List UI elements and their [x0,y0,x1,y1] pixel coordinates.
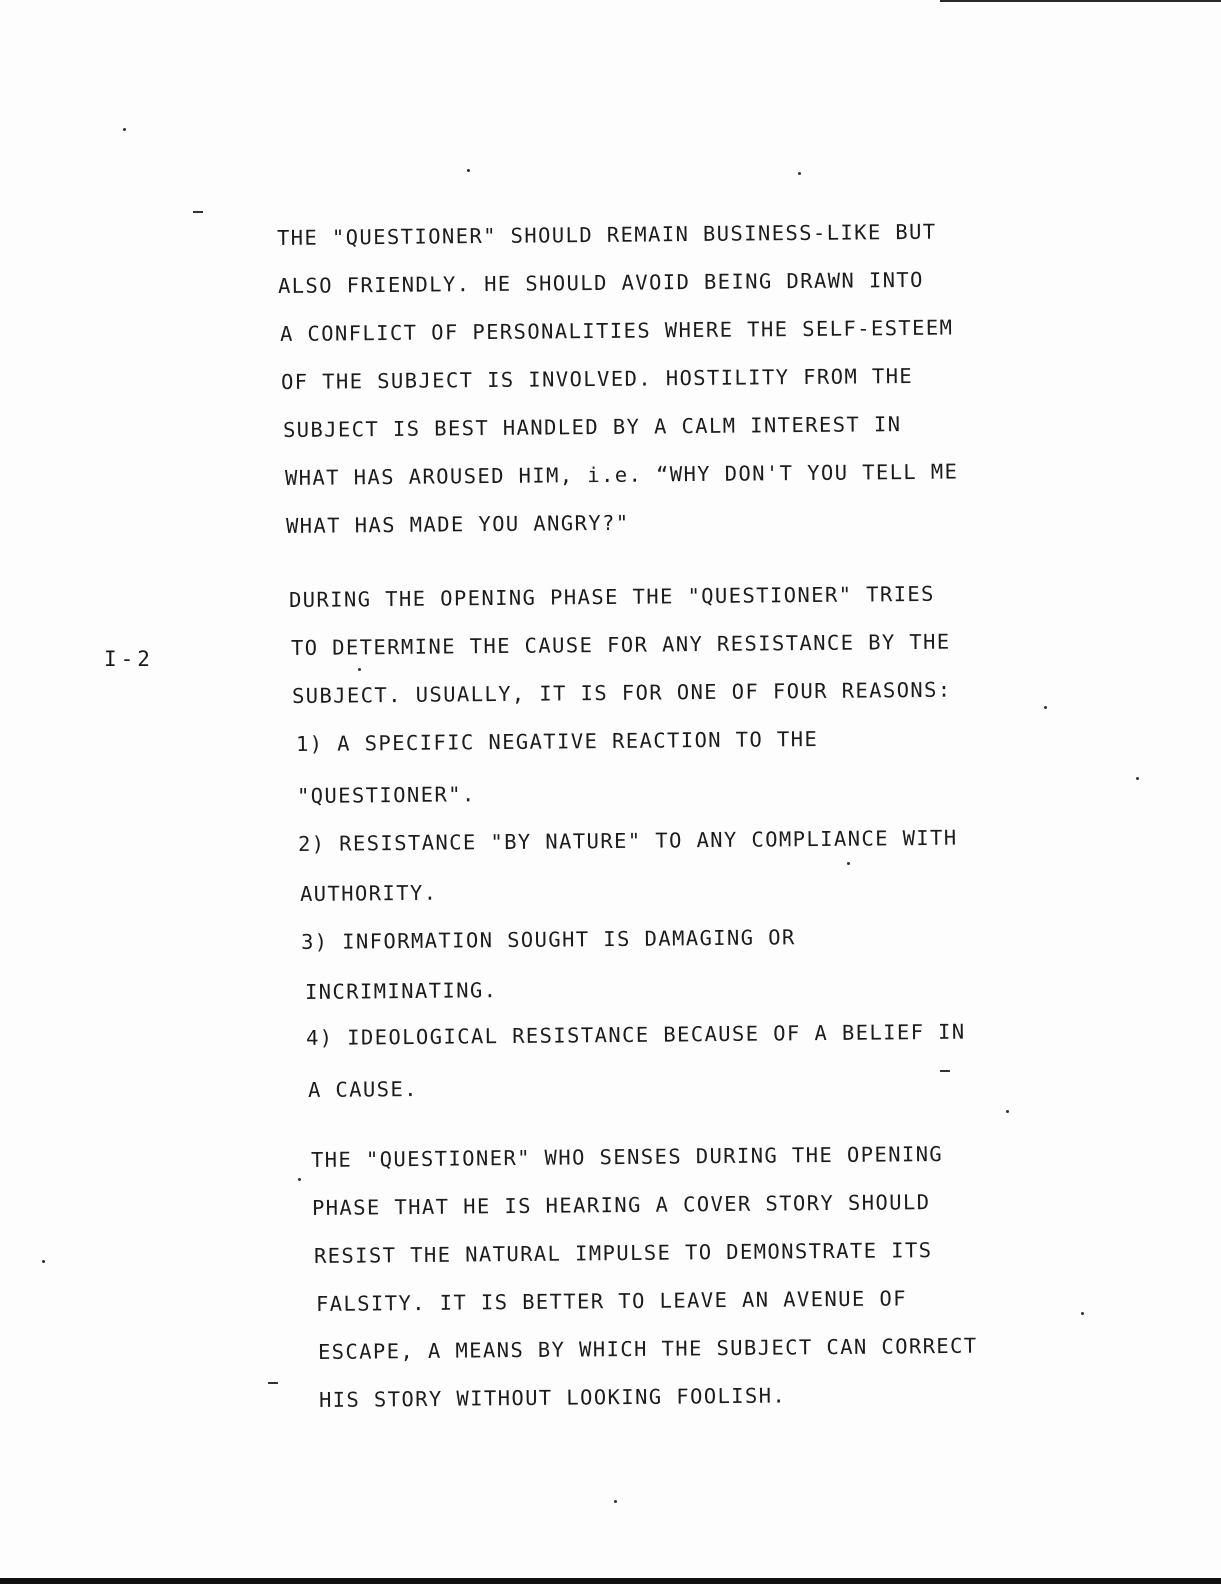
scan-speck [1081,1312,1084,1315]
list-item-1-continuation: "QUESTIONER". [296,782,476,808]
scan-mark [940,1070,950,1072]
bottom-scan-edge [0,1578,1221,1584]
list-item-3: 3) INFORMATION SOUGHT IS DAMAGING OR [300,925,796,954]
paragraph-2-line-2: TO DETERMINE THE CAUSE FOR ANY RESISTANCE BY THE [290,629,951,660]
paragraph-3-line-3: RESIST THE NATURAL IMPULSE TO DEMONSTRATE ITS [313,1238,933,1268]
list-item-4: 4) IDEOLOGICAL RESISTANCE BECAUSE OF A BELIEF IN [305,1019,966,1050]
paragraph-3-line-1: THE "QUESTIONER" WHO SENSES DURING THE OPENING [310,1141,944,1172]
paragraph-3-line-5: ESCAPE, A MEANS BY WHICH THE SUBJECT CAN CORRECT [317,1333,978,1364]
scan-mark [268,1382,278,1384]
paragraph-3-line-6: HIS STORY WITHOUT LOOKING FOOLISH. [318,1383,787,1412]
scan-speck [1136,777,1139,780]
list-item-2: 2) RESISTANCE "BY NATURE" TO ANY COMPLIANCE WITH [297,825,958,856]
paragraph-3-line-2: PHASE THAT HE IS HEARING A COVER STORY SHOULD [311,1190,931,1220]
paragraph-1-line-3: A CONFLICT OF PERSONALITIES WHERE THE SELF-ESTEEM [279,315,954,346]
scan-speck [1006,1110,1009,1113]
scan-speck [1044,706,1047,709]
paragraph-1-line-5: SUBJECT IS BEST HANDLED BY A CALM INTEREST IN [282,412,902,442]
scan-speck [298,1178,301,1181]
scan-speck [123,128,126,131]
scan-mark [193,211,203,213]
scan-speck [847,862,850,865]
paragraph-1-line-1: THE "QUESTIONER" SHOULD REMAIN BUSINESS-LIKE BUT [276,219,937,250]
page-label: I-2 [104,647,154,671]
list-item-3-continuation: INCRIMINATING. [304,978,498,1004]
scan-speck [42,1260,45,1263]
scan-speck [614,1500,617,1503]
scan-speck [358,668,361,671]
paragraph-1-line-4: OF THE SUBJECT IS INVOLVED. HOSTILITY FROM THE [280,363,914,394]
scan-speck [798,172,801,175]
list-item-2-continuation: AUTHORITY. [299,880,438,906]
top-edge-rule [940,0,1221,2]
list-item-1: 1) A SPECIFIC NEGATIVE REACTION TO THE [295,726,819,756]
paragraph-1-line-2: ALSO FRIENDLY. HE SHOULD AVOID BEING DRAWN INTO [277,267,924,298]
list-item-4-continuation: A CAUSE. [307,1076,419,1102]
paragraph-2-line-3: SUBJECT. USUALLY, IT IS FOR ONE OF FOUR REASONS: [291,677,952,708]
paragraph-2-line-1: DURING THE OPENING PHASE THE "QUESTIONER" TRIES [288,581,935,612]
paragraph-1-line-6: WHAT HAS AROUSED HIM, i.e. “WHY DON'T YOU TELL ME [284,459,959,490]
paragraph-1-line-7: WHAT HAS MADE YOU ANGRY?" [285,510,630,538]
scan-speck [467,169,470,172]
paragraph-3-line-4: FALSITY. IT IS BETTER TO LEAVE AN AVENUE OF [315,1286,908,1316]
